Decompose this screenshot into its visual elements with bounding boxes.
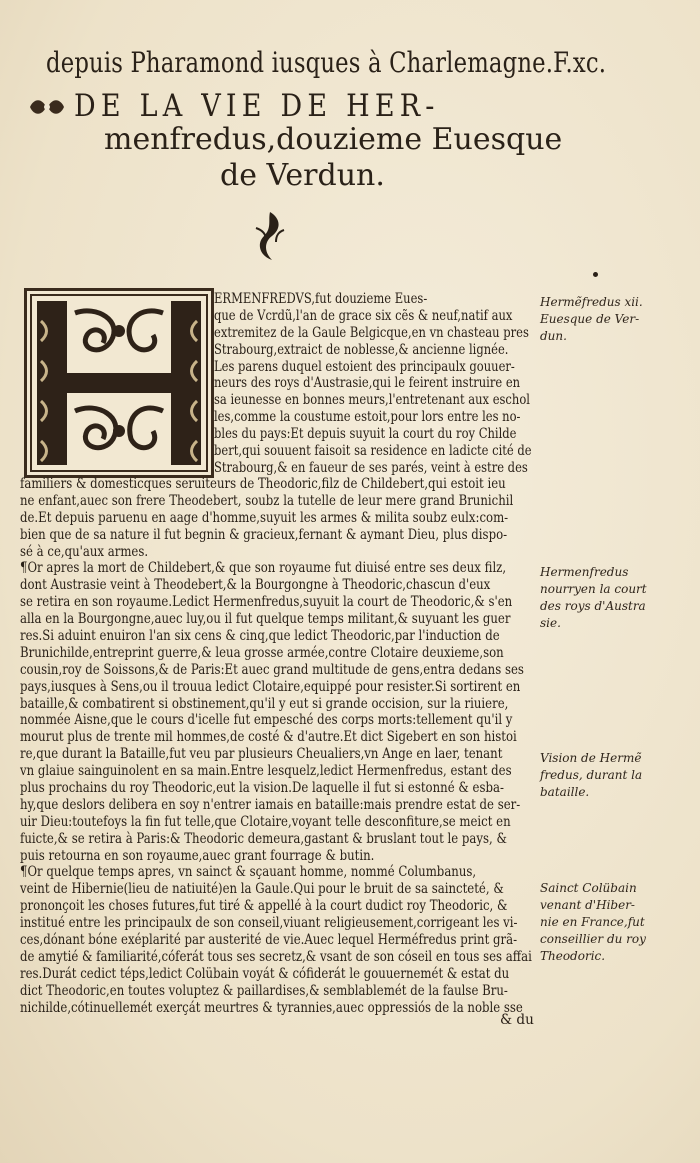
body-text: [20, 476, 614, 1017]
text-line: bles du pays:Et depuis suyuit la court du roy Childe: [214, 426, 517, 443]
text-line: alla en la Bourgongne,auec luy,ou il fut quelque temps militant,& suyuant les guer: [20, 611, 511, 628]
fleuron-icon: [28, 96, 66, 118]
text-line: hy,que deslors delibera en soy n'entrer iamais en bataille:mais prendre estat de ser-: [20, 796, 521, 813]
marginal-note: [540, 294, 643, 345]
text-line: Strabourg,& en faueur de ses parés, veint à estre des: [214, 459, 528, 476]
marginal-note-line: sie.: [540, 616, 561, 630]
text-line: ¶Or quelque temps apres, vn sainct & sçauant homme, nommé Columbanus,: [20, 864, 477, 881]
marginal-note-line: Hermẽfredus xii.: [540, 295, 643, 309]
text-line: re,que durant la Bataille,fut veu par plusieurs Cheualiers,vn Ange en laer, tenant: [20, 746, 503, 763]
text-line: vn glaiue sainguinolent en sa main.Entre lesquelz,ledict Hermenfredus, estant des: [20, 763, 512, 780]
text-line: les,comme la coustume estoit,pour lors entre les no-: [214, 409, 521, 426]
text-line: familiers & domesticques seruiteurs de Theodoric,filz de Childebert,qui estoit ieu: [20, 476, 506, 492]
text-line: Les parens duquel estoient des principaulx gouuer-: [214, 358, 515, 375]
text-line: ne enfant,auec son frere Theodebert, soubz la tutelle de leur mere grand Brunichil: [20, 492, 514, 509]
chapter-title-line-1: DE LA VIE DE HER-: [74, 88, 440, 124]
text-line: uir Dieu:toutefoys la fin fut telle,que Clotaire,voyant telle desconfiture,se meict en: [20, 813, 511, 830]
catchword: & du: [500, 1012, 534, 1028]
text-line: dict Theodoric,en toutes voluptez & paillardises,& semblablemét de la faulse Bru-: [20, 982, 508, 999]
marginal-note-line: Theodoric.: [540, 949, 606, 963]
text-line: bataille,& combatirent si obstinement,qu'il y eut si grande occision, sur la riuiere,: [20, 695, 509, 712]
marginal-note-line: Sainct Colübain: [540, 881, 637, 895]
text-line: res.Durát cedict téps,ledict Colübain voyát & cófiderát le gouuernemét & estat du: [20, 965, 510, 982]
marginal-note-line: des roys d'Austra: [540, 599, 646, 613]
text-line: Strabourg,extraict de noblesse,& ancienne lignée.: [214, 341, 509, 358]
text-line: extremitez de la Gaule Belgicque,en vn chasteau pres: [214, 324, 529, 341]
text-line: ¶Or apres la mort de Childebert,& que son royaume fut diuisé entre ses deux filz,: [20, 560, 507, 577]
text-line: sé à ce,qu'aux armes.: [20, 543, 149, 560]
marginal-note-line: nourryen la court: [540, 582, 647, 596]
text-line: mourut plus de trente mil hommes,de costé & d'autre.Et dict Sigebert en son histoi: [20, 729, 517, 746]
text-line: bert,qui souuent faisoit sa residence en ladicte cité de: [214, 443, 532, 460]
text-line: neurs des roys d'Austrasie,qui le feirent instruire en: [214, 375, 521, 392]
text-line: ERMENFREDVS,fut douzieme Eues-: [214, 291, 428, 307]
marginal-note-line: Vision de Hermẽ: [540, 751, 642, 765]
marginal-note-line: venant d'Hiber-: [540, 898, 635, 912]
text-line: sa ieunesse en bonnes meurs,l'entretenant aux eschol: [214, 392, 530, 409]
marginal-note-line: Hermenfredus: [540, 565, 629, 579]
text-line: institué entre les principaulx de son conseil,viuant religieusement,corrigeant les vi-: [20, 915, 518, 932]
marginal-note-line: conseillier du roy: [540, 932, 646, 946]
text-line: prononçoit les choses futures,fut tiré & appellé à la court dudict roy Theodoric, &: [20, 898, 508, 915]
chapter-title-line-2: menfredus,douzieme Euesque: [104, 122, 563, 157]
initial-ornament-icon: [27, 291, 211, 475]
marginal-note-line: dun.: [540, 329, 567, 343]
marginal-note: [540, 880, 646, 965]
text-line: veint de Hibernie(lieu de natiuité)en la Gaule.Qui pour le bruit de sa saincteté, &: [20, 881, 504, 898]
text-line: fuicte,& se retira à Paris:& Theodoric demeura,gastant & bruslant tout le pays, &: [20, 830, 507, 847]
text-line: res.Si aduint enuiron l'an six cens & cinq,que ledict Theodoric,par l'induction de: [20, 628, 500, 645]
text-line: dont Austrasie veint à Theodebert,& la Bourgongne à Theodoric,chascun d'eux: [20, 577, 491, 594]
marginal-note-line: Euesque de Ver-: [540, 312, 640, 326]
tailpiece-ornament-icon: [250, 208, 290, 264]
text-line: nichilde,cótinuellemét exerçát meurtres & tyrannies,auec oppressiós de la noble sse: [20, 999, 523, 1016]
decorated-initial: [24, 288, 214, 478]
marginal-note: [540, 750, 642, 801]
text-line: de amytié & familiarité,cóferát tous ses secretz,& vsant de son cóseil en tous ses affai: [20, 948, 532, 965]
marginal-note: [540, 564, 647, 632]
text-line: puis retourna en son royaume,auec grant fourrage & butin.: [20, 847, 375, 864]
text-line: ces,dónant bóne exéplarité par austerité de vie.Auec lequel Herméfredus print grã-: [20, 932, 518, 949]
running-head: depuis Pharamond iusques à Charlemagne.F.xc.: [46, 46, 607, 79]
body-text-beside-initial: [214, 291, 589, 477]
ink-speck: [593, 272, 598, 277]
text-line: Brunichilde,entreprint guerre,& leua grosse armée,contre Clotaire deuxieme,son: [20, 644, 504, 661]
marginal-note-line: nie en France,fut: [540, 915, 645, 929]
marginal-note-line: fredus, durant la: [540, 768, 643, 782]
text-line: bien que de sa nature il fut begnin & gracieux,fernant & aymant Dieu, plus dispo-: [20, 526, 508, 543]
text-line: cousin,roy de Soissons,& de Paris:Et auec grand multitude de gens,entra dedans ses: [20, 661, 524, 678]
text-line: plus prochains du roy Theodoric,eut la vision.De laquelle il fut si estonné & esba-: [20, 780, 504, 797]
marginal-note-line: bataille.: [540, 785, 590, 799]
text-line: de.Et depuis paruenu en aage d'homme,suyuit les armes & milita soubz eulx:com-: [20, 509, 509, 526]
text-line: nommée Aisne,que le cours d'icelle fut empesché des corps morts:tellement qu'il y: [20, 712, 513, 729]
text-line: que de Vcrdũ,l'an de grace six cẽs & neuf,natif aux: [214, 307, 513, 324]
text-line: pays,iusques à Sens,ou il trouua ledict Clotaire,equippé pour resister.Si sortirent en: [20, 678, 521, 695]
text-line: se retira en son royaume.Ledict Hermenfredus,suyuit la court de Theodoric,& s'en: [20, 594, 513, 611]
chapter-title-line-3: de Verdun.: [220, 158, 385, 193]
